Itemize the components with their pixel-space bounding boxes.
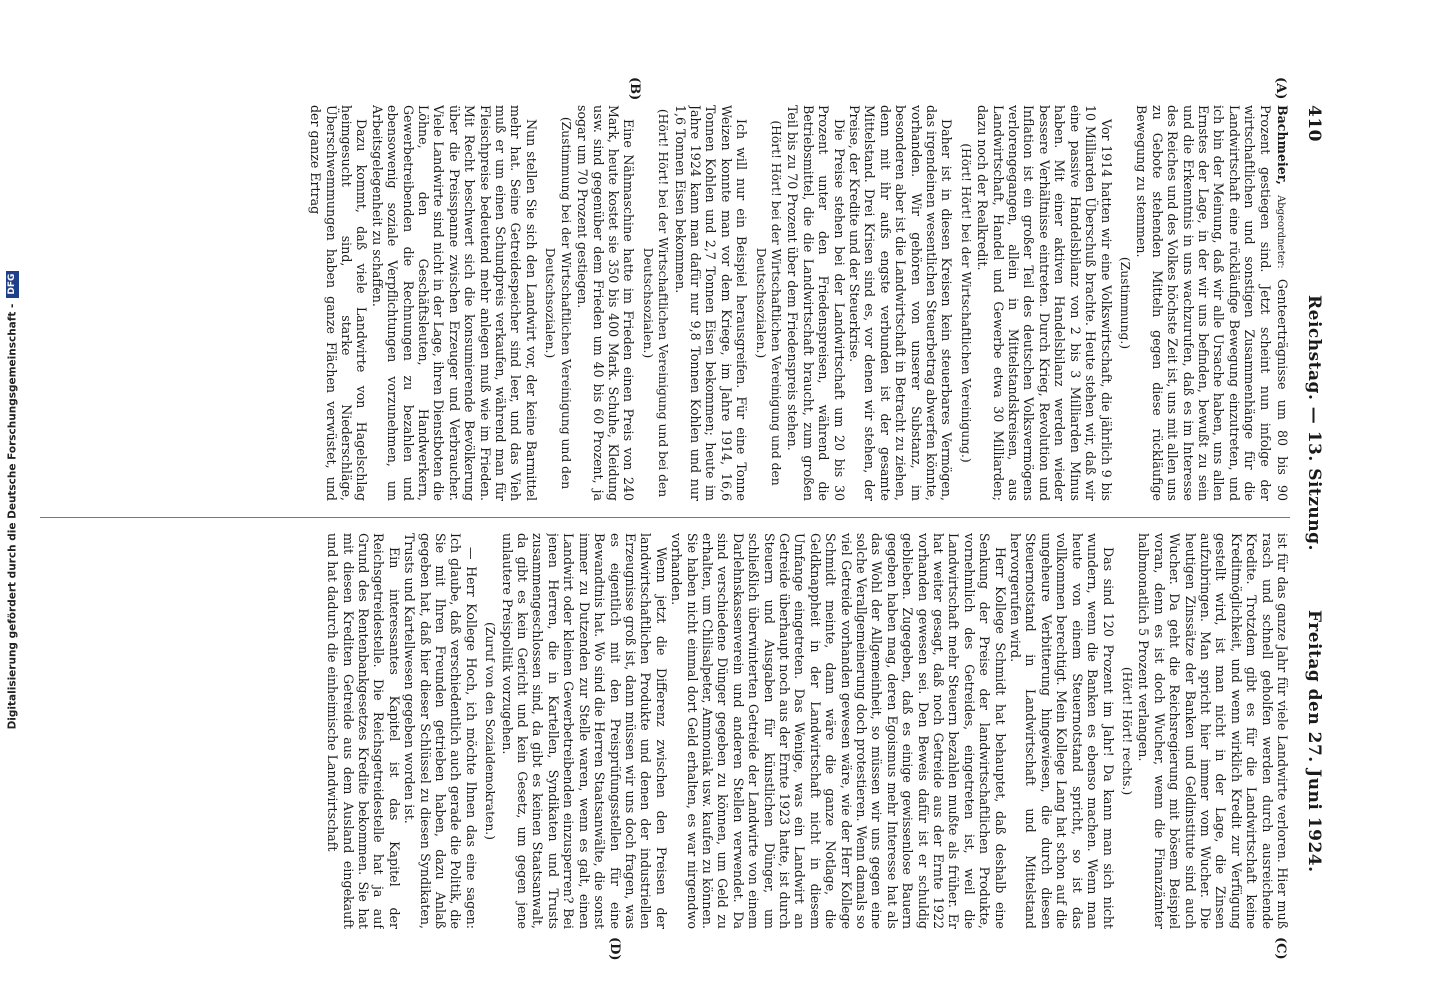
session-date: Freitag den 27. Juni 1924.: [1304, 610, 1324, 873]
page-header: [1298, 105, 1324, 930]
interjection: (Hört! Hört! rechts.): [1119, 666, 1134, 796]
margin-mark-d: (D): [607, 937, 622, 961]
session-title: Reichstag. — 13. Sitzung.: [1304, 295, 1324, 551]
paragraph: Dazu kommt, daß viele Landwirte von Hagelschlag heimgesucht sind, starke Niederschläge, Überschwemmungen haben ganze Flächen verwüstet, und der ganze Ertrag: [308, 105, 370, 501]
paragraph: Daher ist in diesen Kreisen kein steuerbares Vermögen, das irgendeinen wesentlichen Steuerbetrag abwerfen könnte, vorhanden. Wir gehören von unserer Substanz, im besonderen aber ist die Landwirtschaft in Betracht zu ziehen, denn mit ihr aufs engste verbunden ist der gesamte Mittelstand. Drei Krisen sind es, vor denen wir stehen, der Preise, der Kredite und der Steuerkrise.: [847, 105, 955, 501]
paragraph: Vor 1914 hatten wir eine Volkswirtschaft, die jährlich 9 bis 10 Milliarden Überschuß brachte. Heute stehen wir, daß wir eine passive Handelsbilanz von 2 bis 3 Milliarden Minus haben. Mit einer aktiven Handelsbilanz werden wieder bessere Verhältnisse eintreten. Durch Krieg, Revolution und Inflation ist ein großer Teil des deutschen Volksvermögens verlorengegangen, allein in Mittelstandskreisen, aus Landwirtschaft, Handel und Gewerbe etwa 30 Milliarden; dazu noch der Realkredit.: [975, 105, 1114, 501]
credit-text-wrapper: [6, 100, 24, 900]
paragraph: [1134, 105, 1290, 501]
interjection: (Hört! Hört! bei der Wirtschaftlichen Vereinigung.): [958, 143, 973, 463]
paragraph: ist für das ganze Jahr für viele Landwirte verloren. Hier muß rasch und schnell geholfen werden durch ausreichende Kredite. Trotzdem gibt es für die Landwirtschaft keine Kreditmöglichkeit, und wenn wirklich Kredit zur Verfügung gestellt wird, ist man nicht in der Lage, die Zinsen aufzubringen. Man spricht hier immer vom Wucher. Die heutigen Zinssätze der Banken und Geldinstitute sind auch Wucher. Da geht die Reichsregierung mit bösem Beispiel voran, denn es ist doch Wucher, wenn die Finanzämter halbmonatlich 5 Prozent verlangen.: [1136, 533, 1290, 929]
interjection: (Hört! Hört! bei der Wirtschaftlichen Vereinigung und den Deutschsozialen.): [753, 120, 783, 486]
paragraph: — Herr Kollege Hoch, ich möchte Ihnen das eine sagen: Ich glaube, daß verschiedentlich auch gerade die Politik, die Sie mit Ihren Freunden getrieben haben, dazu Anlaß gegeben hat, daß hier dieser Schlüssel zu diesen Syndikaten, Trusts und Kartellwesen gegeben worden ist.: [402, 533, 479, 929]
dfg-logo: DFG: [6, 271, 19, 298]
margin-mark-b: (B): [627, 77, 642, 101]
speaker-role: Abgeordneter:: [1275, 195, 1286, 269]
paragraph: Die Preise stehen bei der Landwirtschaft um 20 bis 30 Prozent unter den Friedenspreisen, während die Betriebsmittel, die die Landwirtschaft braucht, zum großen Teil bis zu 70 Prozent über dem Friedenspreis stehen.: [785, 105, 847, 501]
interjection: (Hört! Hört! bei der Wirtschaftlichen Vereinigung und bei den Deutschsozialen.): [640, 108, 671, 498]
paragraph: Das sind 120 Prozent im Jahr! Da kann man sich nicht wundern, wenn die Banken es ebenso machen. Wenn man heute von einem Steuernotstand spricht, so ist das vollkommen berechtigt. Mein Kollege Lang hat schon auf die ungeheure Verbitterung hingewiesen, die durch diesen Steuernotstand in Landwirtschaft und Mittelstand hervorgerufen wird.: [1008, 533, 1116, 929]
column-divider: [40, 517, 1290, 518]
credit-text: Digitalisierung gefördert durch die Deutsche Forschungsgemeinschaft -: [6, 303, 19, 730]
left-column: [40, 105, 1290, 501]
paragraph: Eine Nähmaschine hatte im Frieden einen Preis von 240 Mark, heute kostet sie 350 bis 400 Mark. Schuhe, Kleidung usw. sind gegenüber dem Frieden um 40 bis 60 Prozent, ja sogar um 70 Prozent gestiegen.: [575, 105, 637, 501]
right-column: [40, 533, 1290, 929]
interjection: (Zuruf von den Sozialdemokraten.): [483, 622, 498, 840]
digitization-credit: [4, 0, 26, 1000]
paragraph: Ich will nur ein Beispiel herausgreifen. Für eine Tonne Weizen konnte man vor dem Kriege, im Jahre 1914, 16,6 Tonnen Kohlen und 2,7 Tonnen Eisen bekommen; heute im Jahre 1924 kann man dafür nur 9,8 Tonnen Kohlen und nur 1,6 Tonnen Eisen bekommen.: [672, 105, 750, 501]
margin-mark-a: (A): [1273, 77, 1288, 100]
interjection: (Zustimmung.): [1117, 256, 1132, 350]
paragraph: Ein interessantes Kapitel ist das Kapitel der Reichsgetreidestelle. Die Reichsgetreidestelle hat ja auf Grund des Rentenbankgesetzes Kredite bekommen. Sie hat mit diesen Krediten Getreide aus dem Ausland eingekauft und hat dadurch die einheimische Landwirtschaft: [325, 533, 402, 929]
interjection: (Zustimmung bei der Wirtschaftlichen Vereinigung und den Deutschsozialen.): [543, 116, 573, 490]
paragraph: Herr Kollege Schmidt hat behauptet, daß deshalb eine Senkung der Preise der landwirtschaftlichen Produkte, vornehmlich des Getreides, eingetreten ist, weil die Landwirtschaft mehr Steuern bezahlen mußte als früher. Er hat weiter gesagt, daß noch Getreide aus der Ernte 1922 vorhanden gewesen sei. Den Beweis dafür ist er schuldig geblieben. Zugegeben, daß es einige gewissenlose Bauern gegeben haben mag, deren Egoismus mehr Interesse hat als das Wohl der Allgemeinheit, so müssen wir uns gegen eine solche Verallgemeinerung doch protestieren. Wenn damals so viel Getreide vorhanden gewesen wäre, wie der Herr Kollege Schmidt meinte, dann wäre die ganze Notlage, die Geldknappheit in der Landwirtschaft nicht in diesem Umfange eingetreten. Das Wenige, was ein Landwirt an Getreide überhaupt noch aus der Ernte 1923 hatte, ist durch Steuern und Ausgaben für künstlichen Dünger, um schließlich überwinterten Getreide der Landwirte von einem Darlehnskassenverein und anderen Stellen verwendet. Da sind verschiedene Dünger gegeben zu können, um Geld zu erhalten, um Chilisalpeter, Ammoniak usw. kaufen zu können. Sie haben nicht einmal dort Geld erhalten, es war nirgendwo vorhanden.: [669, 533, 1008, 929]
paragraph: Wenn jetzt die Differenz zwischen den Preisen der landwirtschaftlichen Produkte und denen der industriellen Erzeugnisse groß ist, dann müssen wir uns doch fragen, was es eigentlich mit den Preisprüfungsstellen für eine Bewandtnis hat. Wo sind die Herren Staatsanwälte, die sonst immer zu Dutzenden zur Stelle waren, wenn es galt, einen Landwirt oder kleinen Gewerbetreibenden einzusperren? Bei jenen Herren, die in Kartellen, Syndikaten und Trusts zusammengeschlossen sind, da gibt es keinen Staatsanwalt, da gibt es kein Gericht und kein Gesetz, um gegen jene unlautere Preispolitik vorzugehen.: [499, 533, 669, 929]
margin-mark-c: (C): [1273, 937, 1288, 960]
page-number: 410: [1304, 105, 1324, 142]
speaker-name: Bachmeier,: [1275, 105, 1290, 185]
page-content: [34, 77, 1324, 961]
paragraph: Nun stellen Sie sich den Landwirt vor, der keine Barmittel mehr hat. Seine Getreidespeicher sind leer, und das Vieh muß er um einen Schundpreis verkaufen, während man für Fleischpreise bedeutend mehr anlegen muß wie im Frieden. Mit Recht beschwert sich die konsumierende Bevölkerung über die Preisspanne zwischen Erzeuger und Verbraucher. Viele Landwirte sind nicht in der Lage, ihren Dienstboten die Löhne, den Geschäftsleuten, Handwerkern, Gewerbetreibenden die Rechnungen zu bezahlen und ebensowenig soziale Verpflichtungen vorzunehmen, um Arbeitsgelegenheit zu schaffen.: [369, 105, 539, 501]
paragraph-text: Genteerträgnisse um 80 bis 90 Prozent gestiegen sind. Jetzt scheint nun infolge der wirtschaftlichen und sonstigen Zusammenhänge für die Landwirtschaft eine rückläufige Bewegung einzutreten, und ich bin der Meinung, daß wir alle Ursache haben, uns allen Ernstes der Lage, in der wir uns befinden, bewußt zu sein und die Erkenntnis in uns wachzurufen, daß es im Interesse des Reiches und des Volkes höchste Zeit ist, uns mit allen uns zu Gebote stehenden Mitteln gegen diese rückläufige Bewegung zu stemmen.: [1134, 105, 1290, 501]
